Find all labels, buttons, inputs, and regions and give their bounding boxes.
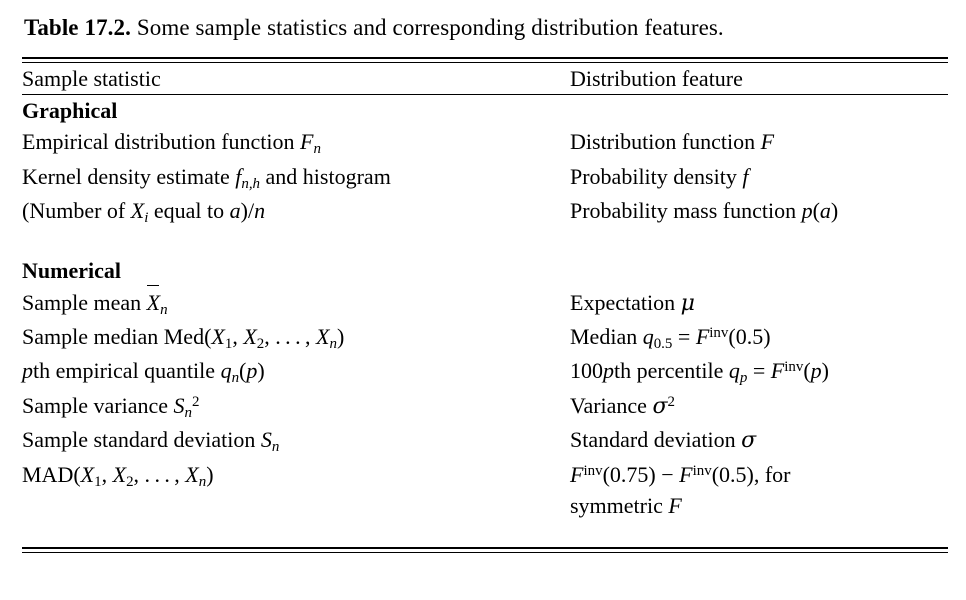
row-statistic: (Number of $X_i$ equal to a)/n xyxy=(22,198,266,227)
header-sample-statistic: Sample statistic xyxy=(22,65,161,91)
row-feature: Median $q_{0.5} = F^{inv}(0.5)$ xyxy=(570,324,771,353)
group-heading-row xyxy=(22,255,948,286)
row-feature: 100pth percentile $q_p = F^{inv}(p)$ xyxy=(570,358,829,387)
group-heading-row xyxy=(22,95,948,126)
row-statistic: Kernel density estimate $f_{n,h}$ and histogram xyxy=(22,163,391,192)
bottom-spacer xyxy=(22,521,948,547)
row-feature: Variance $\sigma^2$ xyxy=(570,392,675,419)
table-row xyxy=(22,126,948,160)
table-row xyxy=(22,161,948,195)
row-statistic: Sample variance $S_n^2$ xyxy=(22,392,200,422)
row-feature: Probability mass function p(a) xyxy=(570,198,839,224)
table-row xyxy=(22,424,948,458)
group-spacer xyxy=(22,229,948,255)
row-feature: Distribution function F xyxy=(570,129,775,155)
table-row xyxy=(22,390,948,424)
row-statistic: Sample median $Med(X_1$, $X_2$, . . . , $X_n$) xyxy=(22,324,345,353)
row-feature: $F^{inv}(0.75) - F^{inv}(0.5)$, for symmetric F xyxy=(570,461,791,518)
table-caption-label: Table 17.2. xyxy=(24,15,131,40)
group-heading-graphical: Graphical xyxy=(22,97,118,123)
table-row xyxy=(22,355,948,389)
row-statistic: Sample standard deviation $S_n$ xyxy=(22,427,280,456)
table-header-row xyxy=(22,63,948,94)
group-heading-numerical-blank xyxy=(570,255,948,286)
group-heading-graphical-blank xyxy=(570,95,948,126)
table-caption xyxy=(24,14,948,43)
row-feature: Probability density f xyxy=(570,163,749,189)
table-row xyxy=(22,459,948,521)
statistics-table-body xyxy=(22,95,948,547)
group-heading-numerical: Numerical xyxy=(22,258,121,284)
row-statistic: pth empirical quantile $q_n(p)$ xyxy=(22,358,265,387)
header-distribution-feature: Distribution feature xyxy=(570,65,743,91)
row-statistic: Empirical distribution function $F_n$ xyxy=(22,129,321,158)
row-statistic: Sample mean $X_n$ xyxy=(22,287,570,321)
table-row xyxy=(22,287,948,321)
table-bottom-rule xyxy=(22,547,948,553)
statistics-table xyxy=(22,63,948,94)
row-feature: Standard deviation σ xyxy=(570,427,757,454)
row-statistic: $MAD(X_1$, $X_2$, . . . , $X_n$) xyxy=(22,461,214,490)
table-row xyxy=(22,321,948,355)
table-caption-text: Some sample statistics and corresponding distribution features. xyxy=(136,15,724,40)
table-row xyxy=(22,195,948,229)
row-feature: Expectation μ xyxy=(570,289,695,316)
